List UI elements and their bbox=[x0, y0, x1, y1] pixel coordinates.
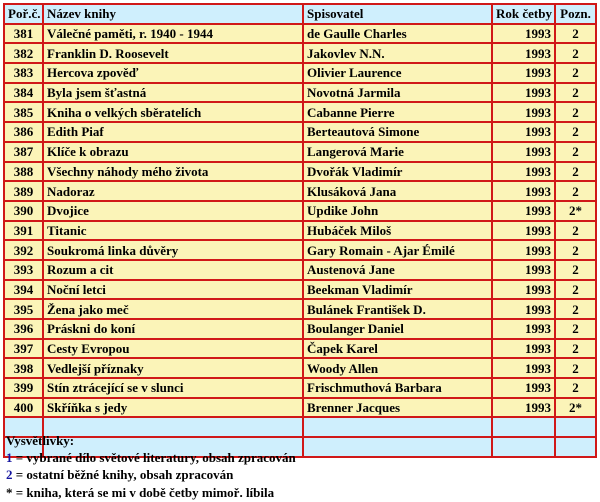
cell-title: Rozum a cit bbox=[43, 260, 303, 280]
cell-author: Novotná Jarmila bbox=[303, 83, 492, 103]
cell-author: Bulánek František D. bbox=[303, 299, 492, 319]
cell-author: Boulanger Daniel bbox=[303, 319, 492, 339]
cell-note: 2 bbox=[555, 181, 596, 201]
header-year: Rok četby bbox=[492, 4, 555, 24]
cell-note: 2 bbox=[555, 142, 596, 162]
cell-author: Gary Romain - Ajar Émilé bbox=[303, 240, 492, 260]
cell-title: Stín ztrácející se v slunci bbox=[43, 378, 303, 398]
cell-author: Jakovlev N.N. bbox=[303, 43, 492, 63]
cell-title: Nadoraz bbox=[43, 181, 303, 201]
table-row bbox=[4, 378, 596, 398]
cell-year: 1993 bbox=[492, 319, 555, 339]
cell-note: 2 bbox=[555, 83, 596, 103]
cell-note: 2 bbox=[555, 43, 596, 63]
empty-cell bbox=[492, 417, 555, 437]
empty-cell bbox=[303, 437, 492, 457]
table-row bbox=[4, 83, 596, 103]
cell-note: 2 bbox=[555, 280, 596, 300]
cell-number: 395 bbox=[4, 299, 43, 319]
table-row bbox=[4, 260, 596, 280]
table-row bbox=[4, 63, 596, 83]
legend-key: 2 bbox=[6, 467, 13, 483]
cell-number: 399 bbox=[4, 378, 43, 398]
cell-author: Berteautová Simone bbox=[303, 122, 492, 142]
cell-author: Cabanne Pierre bbox=[303, 102, 492, 122]
empty-cell bbox=[555, 437, 596, 457]
header-title: Název knihy bbox=[43, 4, 303, 24]
cell-title: Byla jsem šťastná bbox=[43, 83, 303, 103]
cell-note: 2 bbox=[555, 63, 596, 83]
cell-note: 2* bbox=[555, 398, 596, 418]
cell-title: Skříňka s jedy bbox=[43, 398, 303, 418]
table-row bbox=[4, 319, 596, 339]
cell-note: 2 bbox=[555, 240, 596, 260]
cell-title: Všechny náhody mého života bbox=[43, 162, 303, 182]
empty-cell bbox=[492, 437, 555, 457]
cell-year: 1993 bbox=[492, 181, 555, 201]
cell-number: 383 bbox=[4, 63, 43, 83]
table-row bbox=[4, 201, 596, 221]
table-row bbox=[4, 299, 596, 319]
cell-title: Kniha o velkých sběratelích bbox=[43, 102, 303, 122]
cell-number: 392 bbox=[4, 240, 43, 260]
cell-year: 1993 bbox=[492, 142, 555, 162]
cell-number: 400 bbox=[4, 398, 43, 418]
legend-text: = ostatní běžné knihy, obsah zpracován bbox=[12, 467, 234, 483]
cell-title: Soukromá linka důvěry bbox=[43, 240, 303, 260]
cell-note: 2 bbox=[555, 162, 596, 182]
cell-number: 393 bbox=[4, 260, 43, 280]
cell-number: 390 bbox=[4, 201, 43, 221]
cell-number: 384 bbox=[4, 83, 43, 103]
cell-year: 1993 bbox=[492, 24, 555, 44]
cell-author: Čapek Karel bbox=[303, 339, 492, 359]
cell-number: 398 bbox=[4, 358, 43, 378]
cell-year: 1993 bbox=[492, 102, 555, 122]
cell-author: Woody Allen bbox=[303, 358, 492, 378]
table-row bbox=[4, 43, 596, 63]
cell-number: 396 bbox=[4, 319, 43, 339]
header-row bbox=[4, 4, 596, 24]
legend-item bbox=[6, 449, 296, 466]
cell-note: 2 bbox=[555, 299, 596, 319]
cell-year: 1993 bbox=[492, 280, 555, 300]
cell-author: de Gaulle Charles bbox=[303, 24, 492, 44]
cell-year: 1993 bbox=[492, 63, 555, 83]
table-row bbox=[4, 398, 596, 418]
table-row bbox=[4, 122, 596, 142]
cell-title: Dvojice bbox=[43, 201, 303, 221]
cell-note: 2 bbox=[555, 319, 596, 339]
cell-title: Franklin D. Roosevelt bbox=[43, 43, 303, 63]
cell-note: 2 bbox=[555, 260, 596, 280]
cell-note: 2* bbox=[555, 201, 596, 221]
cell-note: 2 bbox=[555, 378, 596, 398]
cell-year: 1993 bbox=[492, 162, 555, 182]
cell-year: 1993 bbox=[492, 378, 555, 398]
cell-year: 1993 bbox=[492, 201, 555, 221]
table-row bbox=[4, 102, 596, 122]
legend bbox=[6, 432, 296, 501]
table-row bbox=[4, 339, 596, 359]
cell-title: Edith Piaf bbox=[43, 122, 303, 142]
cell-title: Titanic bbox=[43, 221, 303, 241]
table-row bbox=[4, 181, 596, 201]
cell-note: 2 bbox=[555, 221, 596, 241]
cell-author: Dvořák Vladimír bbox=[303, 162, 492, 182]
table-row bbox=[4, 221, 596, 241]
table-row bbox=[4, 280, 596, 300]
book-table bbox=[3, 3, 597, 458]
cell-author: Beekman Vladimír bbox=[303, 280, 492, 300]
cell-number: 385 bbox=[4, 102, 43, 122]
cell-title: Noční letci bbox=[43, 280, 303, 300]
table-row bbox=[4, 358, 596, 378]
legend-text: = kniha, která se mi v době četby mimoř. líbila bbox=[12, 484, 275, 500]
table-row bbox=[4, 162, 596, 182]
cell-year: 1993 bbox=[492, 221, 555, 241]
cell-number: 394 bbox=[4, 280, 43, 300]
cell-number: 387 bbox=[4, 142, 43, 162]
cell-title: Válečné paměti, r. 1940 - 1944 bbox=[43, 24, 303, 44]
legend-item bbox=[6, 484, 296, 501]
cell-title: Vedlejší příznaky bbox=[43, 358, 303, 378]
cell-number: 397 bbox=[4, 339, 43, 359]
cell-year: 1993 bbox=[492, 339, 555, 359]
cell-number: 391 bbox=[4, 221, 43, 241]
cell-year: 1993 bbox=[492, 83, 555, 103]
header-number: Poř.č. bbox=[4, 4, 43, 24]
cell-author: Updike John bbox=[303, 201, 492, 221]
cell-title: Práskni do koní bbox=[43, 319, 303, 339]
legend-key: 1 bbox=[6, 450, 13, 466]
table-row bbox=[4, 142, 596, 162]
cell-number: 382 bbox=[4, 43, 43, 63]
table-row bbox=[4, 240, 596, 260]
legend-item bbox=[6, 466, 296, 483]
table-row bbox=[4, 24, 596, 44]
cell-year: 1993 bbox=[492, 43, 555, 63]
cell-author: Hubáček Miloš bbox=[303, 221, 492, 241]
cell-note: 2 bbox=[555, 122, 596, 142]
legend-text: = vybrané dílo světové literatury, obsah zpracován bbox=[12, 450, 296, 466]
cell-note: 2 bbox=[555, 102, 596, 122]
cell-number: 389 bbox=[4, 181, 43, 201]
cell-title: Hercova zpověď bbox=[43, 63, 303, 83]
cell-title: Cesty Evropou bbox=[43, 339, 303, 359]
cell-number: 381 bbox=[4, 24, 43, 44]
cell-title: Klíče k obrazu bbox=[43, 142, 303, 162]
cell-author: Brenner Jacques bbox=[303, 398, 492, 418]
cell-author: Langerová Marie bbox=[303, 142, 492, 162]
header-note: Pozn. bbox=[555, 4, 596, 24]
cell-year: 1993 bbox=[492, 240, 555, 260]
empty-cell bbox=[303, 417, 492, 437]
cell-author: Klusáková Jana bbox=[303, 181, 492, 201]
cell-year: 1993 bbox=[492, 358, 555, 378]
cell-author: Austenová Jane bbox=[303, 260, 492, 280]
cell-title: Žena jako meč bbox=[43, 299, 303, 319]
legend-key: * bbox=[6, 484, 13, 500]
cell-year: 1993 bbox=[492, 299, 555, 319]
cell-year: 1993 bbox=[492, 398, 555, 418]
header-author: Spisovatel bbox=[303, 4, 492, 24]
cell-note: 2 bbox=[555, 358, 596, 378]
cell-author: Olivier Laurence bbox=[303, 63, 492, 83]
empty-cell bbox=[555, 417, 596, 437]
cell-year: 1993 bbox=[492, 122, 555, 142]
cell-note: 2 bbox=[555, 339, 596, 359]
cell-note: 2 bbox=[555, 24, 596, 44]
cell-number: 386 bbox=[4, 122, 43, 142]
legend-title: Vysvětlivky: bbox=[6, 433, 75, 448]
cell-author: Frischmuthová Barbara bbox=[303, 378, 492, 398]
cell-number: 388 bbox=[4, 162, 43, 182]
cell-year: 1993 bbox=[492, 260, 555, 280]
